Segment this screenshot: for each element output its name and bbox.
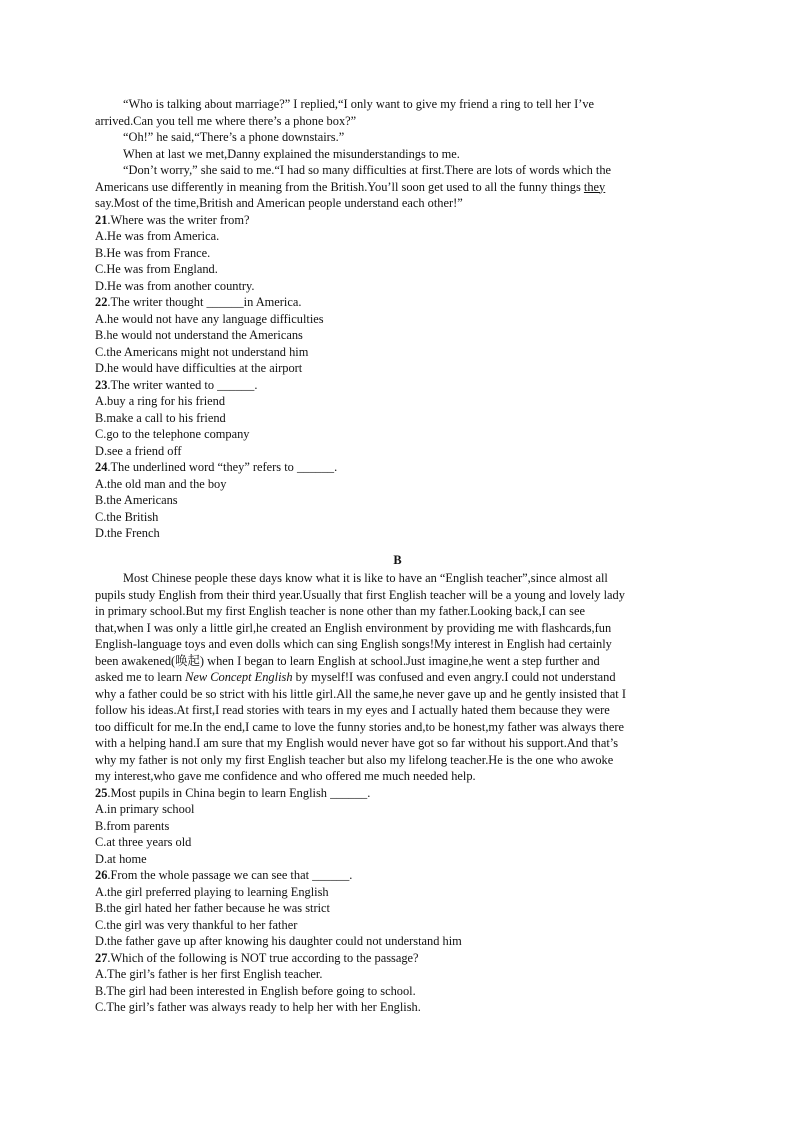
option-a: A.The girl’s father is her first English teacher.	[95, 967, 323, 981]
question-24	[95, 459, 700, 542]
option-b: B.the girl hated her father because he was strict	[95, 901, 330, 915]
question-text: .From the whole passage we can see that ______.	[107, 868, 353, 882]
question-number: 24	[95, 460, 108, 474]
option-d: D.the father gave up after knowing his daughter could not understand him	[95, 934, 462, 948]
passage-line: in primary school.But my first English teacher is none other than my father.Looking back,I can see	[95, 604, 585, 618]
question-stem	[95, 785, 700, 802]
question-number: 21	[95, 212, 108, 227]
question-stem	[95, 212, 700, 229]
option-b: B.he would not understand the Americans	[95, 328, 303, 342]
question-number: 22	[95, 295, 108, 309]
passage-line: that,when I was only a little girl,he created an English environment by providing me with flashcards,fun	[95, 620, 612, 635]
option-a: A.the girl preferred playing to learning English	[95, 884, 329, 899]
option-b: B.The girl had been interested in English before going to school.	[95, 983, 416, 998]
question-text: .Where was the writer from?	[107, 212, 250, 227]
question-stem	[95, 950, 700, 967]
passage-a	[95, 96, 700, 212]
question-text: .The writer thought ______in America.	[107, 295, 302, 309]
passage-line: When at last we met,Danny explained the misunderstandings to me.	[123, 146, 460, 161]
option-c: C.The girl’s father was always ready to help her with her English.	[95, 1000, 421, 1014]
passage-line: English-language toys and even dolls which can sing English songs!My interest in English had certainly	[95, 637, 612, 651]
option-c: C.the girl was very thankful to her father	[95, 917, 298, 932]
passage-line: too difficult for me.In the end,I came to love the funny stories and,to be honest,my father was always there	[95, 719, 624, 734]
option-d: D.the French	[95, 526, 160, 540]
question-27	[95, 950, 700, 1016]
book-title: New Concept English	[185, 670, 293, 684]
passage-text: Americans use differently in meaning from the British.You’ll soon get used to all the funny things	[95, 179, 581, 194]
underlined-word-they: they	[583, 179, 606, 194]
option-c: C.the British	[95, 509, 159, 524]
passage-line: been awakened(唤起) when I began to learn English at school.Just imagine,he went a step further and	[95, 653, 600, 668]
option-c: C.the Americans might not understand him	[95, 344, 309, 359]
passage-line	[95, 179, 700, 196]
option-b: B.from parents	[95, 818, 170, 833]
question-text: .Most pupils in China begin to learn English ______.	[107, 785, 371, 800]
passage-text: by myself!I was confused and even angry.I could not understand	[292, 670, 616, 684]
passage-line: follow his ideas.At first,I read stories with tears in my eyes and I actually hated them because they were	[95, 703, 610, 717]
option-a: A.in primary school	[95, 802, 195, 816]
passage-line: Most Chinese people these days know what it is like to have an “English teacher”,since almost all	[123, 571, 608, 585]
question-number: 23	[95, 377, 108, 392]
option-a: A.He was from America.	[95, 229, 220, 243]
option-a: A.buy a ring for his friend	[95, 394, 226, 408]
question-stem	[95, 459, 700, 476]
passage-line: pupils study English from their third year.Usually that first English teacher will be a young and lovely lady	[95, 587, 625, 602]
question-number: 26	[95, 868, 108, 882]
option-d: D.see a friend off	[95, 443, 182, 458]
section-title-b: B	[393, 552, 402, 567]
option-d: D.He was from another country.	[95, 278, 255, 293]
passage-text: asked me to learn	[95, 670, 186, 684]
option-a: A.he would not have any language difficulties	[95, 311, 324, 326]
question-stem	[95, 377, 700, 394]
question-text: .The underlined word “they” refers to ______.	[107, 460, 338, 474]
question-text: .Which of the following is NOT true according to the passage?	[107, 950, 419, 965]
passage-b	[95, 570, 700, 785]
option-c: C.He was from England.	[95, 262, 218, 276]
document-page	[95, 96, 700, 1016]
question-text: .The writer wanted to ______.	[107, 377, 258, 392]
passage-line: why my father is not only my first English teacher but also my lifelong teacher.He is the one who awoke	[95, 752, 614, 767]
option-c: C.go to the telephone company	[95, 427, 250, 441]
passage-line: “Oh!” he said,“There’s a phone downstairs.”	[123, 130, 345, 144]
option-b: B.He was from France.	[95, 245, 211, 260]
passage-line: my interest,who gave me confidence and who offered me much needed help.	[95, 769, 476, 783]
passage-line: say.Most of the time,British and American people understand each other!”	[95, 196, 463, 210]
question-23	[95, 377, 700, 460]
question-25	[95, 785, 700, 868]
question-21	[95, 212, 700, 295]
option-b: B.make a call to his friend	[95, 410, 226, 425]
passage-line: “Who is talking about marriage?” I replied,“I only want to give my friend a ring to tell her I’ve	[123, 97, 595, 111]
question-number: 25	[95, 785, 108, 800]
option-a: A.the old man and the boy	[95, 476, 227, 491]
question-22	[95, 294, 700, 377]
passage-line: arrived.Can you tell me where there’s a phone box?”	[95, 113, 357, 128]
question-stem	[95, 294, 700, 311]
option-d: D.he would have difficulties at the airport	[95, 361, 303, 375]
passage-line: why a father could be so strict with his little girl.All the same,he never gave up and he gently insisted that I	[95, 686, 626, 701]
passage-line: with a helping hand.I am sure that my English would never have got so far without his support.And that’s	[95, 736, 619, 750]
passage-line	[95, 669, 700, 686]
questions-a	[95, 212, 700, 542]
passage-line: “Don’t worry,” she said to me.“I had so many difficulties at first.There are lots of words which the	[123, 163, 612, 177]
option-d: D.at home	[95, 851, 147, 866]
question-26	[95, 867, 700, 950]
question-stem	[95, 867, 700, 884]
option-b: B.the Americans	[95, 493, 178, 507]
option-c: C.at three years old	[95, 835, 192, 849]
questions-b	[95, 785, 700, 1016]
question-number: 27	[95, 950, 108, 965]
